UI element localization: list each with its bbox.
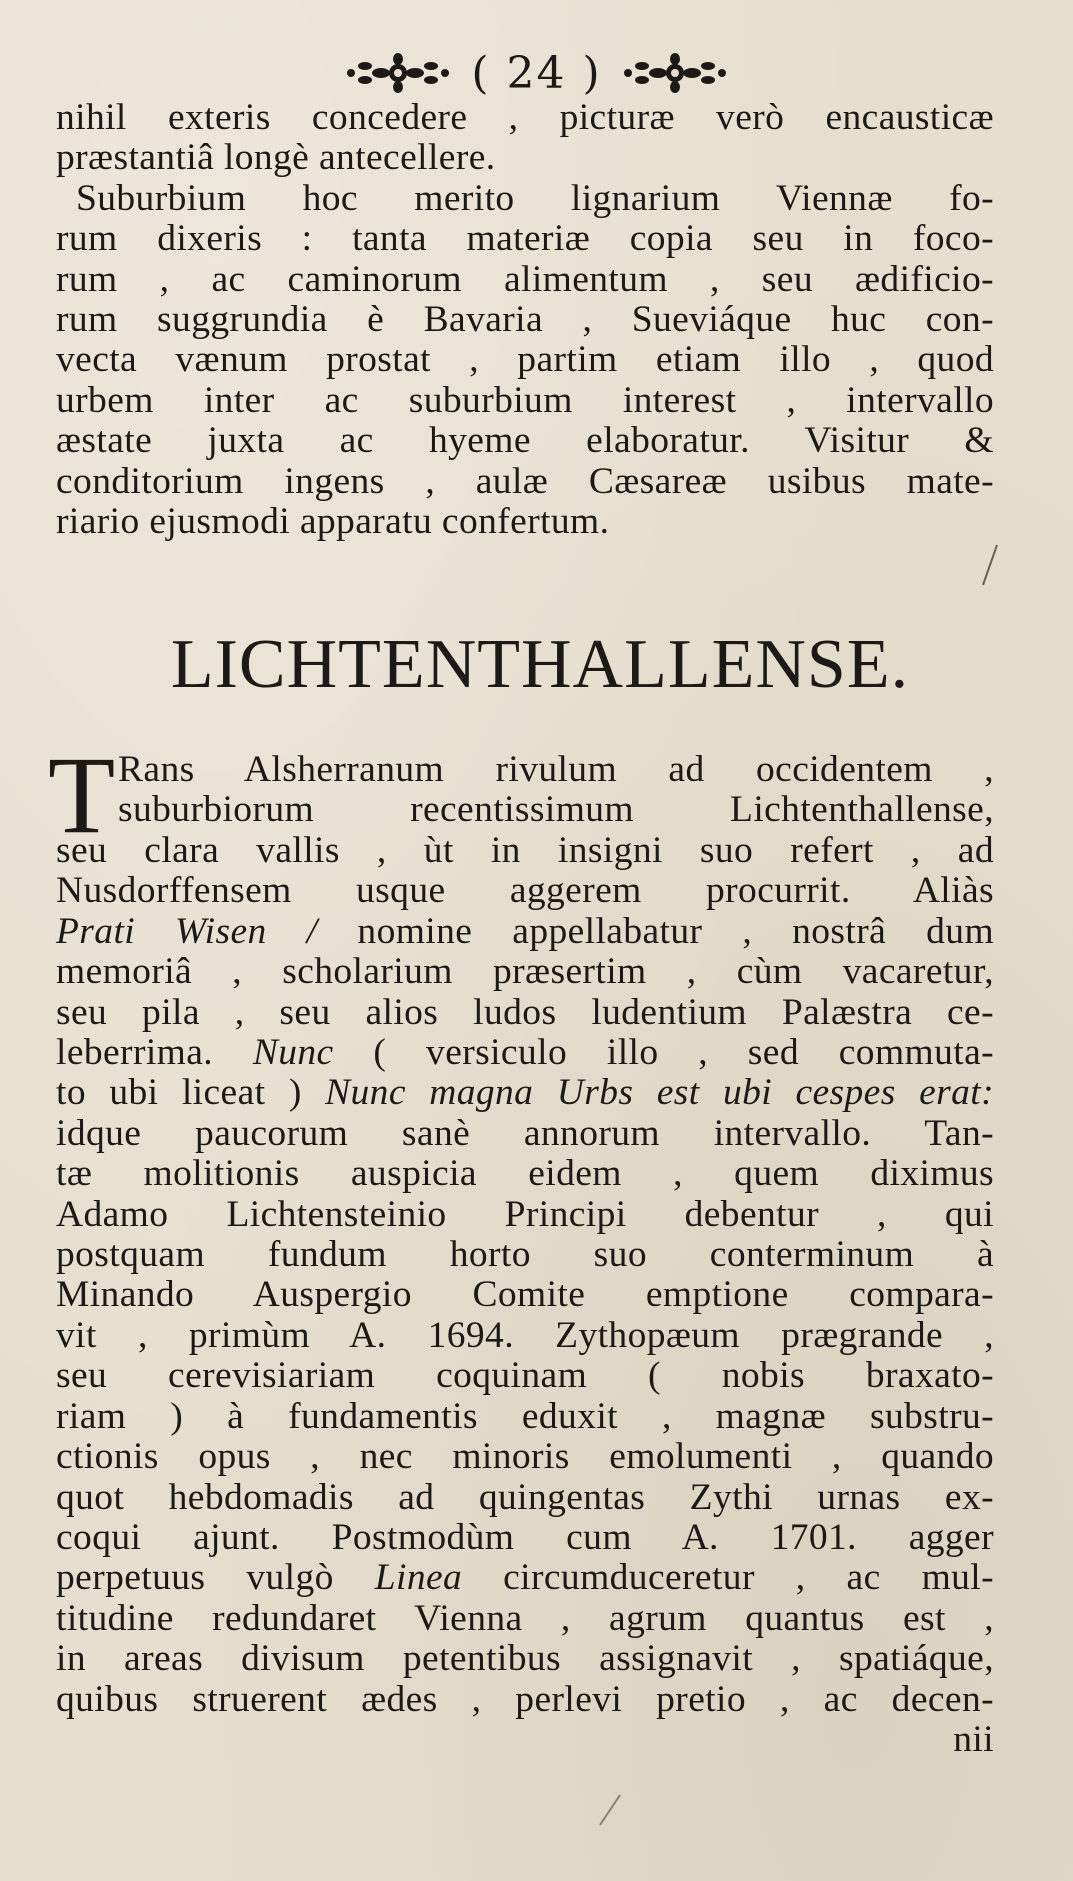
text-line: præstantiâ longè antecellere. (56, 137, 496, 179)
text-line: in areas divisum petentibus assignavit , spatiáque, (56, 1638, 994, 1680)
text-line-mixed (56, 1033, 994, 1073)
text-line: tæ molitionis auspicia eidem , quem diximus (56, 1153, 994, 1195)
text-fragment: to ubi liceat ) (56, 1072, 302, 1114)
paragraph-opening (118, 750, 994, 831)
text-line: nihil exteris concedere , picturæ verò encausticæ (56, 97, 994, 138)
italic-phrase: Linea (374, 1557, 463, 1599)
text-line: Suburbium hoc merito lignarium Viennæ fo- (76, 177, 994, 219)
text-line: memoriâ , scholarium præsertim , cùm vacaretur, (56, 951, 994, 993)
drop-cap: T (48, 734, 116, 856)
paragraph-body (56, 831, 994, 1760)
text-line: quibus struerent ædes , perlevi pretio , ac decen- (56, 1678, 994, 1720)
text-line: Rans Alsherranum rivulum ad occidentem , (118, 749, 994, 790)
text-line: urbem inter ac suburbium interest , intervallo (56, 379, 994, 421)
text-fragment: ( versiculo illo , sed commuta- (373, 1032, 994, 1074)
text-line: rum dixeris : tanta materiæ copia seu in foco- (56, 218, 994, 260)
text-line: vit , primùm A. 1694. Zythopæum prægrande , (56, 1314, 994, 1356)
text-fragment: perpetuus vulgò (56, 1557, 334, 1599)
italic-phrase: Nunc (252, 1032, 334, 1074)
text-line: seu clara vallis , ùt in insigni suo refert , ad (56, 830, 994, 871)
text-fragment: leberrima. (56, 1032, 214, 1074)
text-line: quot hebdomadis ad quingentas Zythi urnas ex- (56, 1476, 994, 1518)
text-line: vecta vænum prostat , partim etiam illo , quod (56, 339, 994, 381)
catchword: nii (953, 1718, 994, 1760)
page-number: ( 24 ) (471, 47, 602, 99)
right-fleuron-icon (620, 52, 730, 94)
text-line: coqui ajunt. Postmodùm cum A. 1701. agger (56, 1516, 994, 1558)
text-line: ctionis opus , nec minoris emolumenti , quando (56, 1436, 994, 1478)
section-heading: LICHTENTHALLENSE. (170, 626, 910, 703)
text-line-mixed (56, 912, 994, 952)
left-fleuron-icon (343, 52, 453, 94)
text-line: Minando Auspergio Comite emptione compara- (56, 1274, 994, 1316)
text-line: titudine redundaret Vienna , agrum quantus est , (56, 1597, 994, 1639)
text-line: conditorium ingens , aulæ Cæsareæ usibus mate- (56, 460, 994, 502)
text-line: riario ejusmodi apparatu confertum. (56, 501, 610, 543)
text-line-mixed (56, 1073, 994, 1113)
text-line: suburbiorum recentissimum Lichtenthallense, (118, 789, 994, 831)
text-line: riam ) à fundamentis eduxit , magnæ substru- (56, 1395, 994, 1437)
text-line: seu pila , seu alios ludos ludentium Palæstra ce- (56, 991, 994, 1033)
text-line: seu cerevisiariam coquinam ( nobis braxato- (56, 1355, 994, 1397)
text-line-mixed (56, 1558, 994, 1598)
text-line: æstate juxta ac hyeme elaboratur. Visitur & (56, 420, 994, 462)
text-line: Nusdorffensem usque aggerem procurrit. Aliàs (56, 870, 994, 912)
paragraph-continuation (56, 98, 994, 542)
text-line: rum , ac caminorum alimentum , seu ædificio- (56, 258, 994, 300)
text-fragment: circumduceretur , ac mul- (503, 1557, 994, 1599)
italic-phrase: Prati Wisen / (56, 910, 318, 952)
italic-phrase: Nunc magna Urbs est ubi cespes erat: (325, 1072, 995, 1114)
text-line: Adamo Lichtensteinio Principi debentur , qui (56, 1193, 994, 1235)
text-fragment: nomine appellabatur , nostrâ dum (357, 910, 995, 952)
text-line: postquam fundum horto suo conterminum à (56, 1234, 994, 1276)
text-line: rum suggrundia è Bavaria , Sueviáque huc con- (56, 299, 994, 341)
text-line: idque paucorum sanè annorum intervallo. Tan- (56, 1112, 994, 1154)
